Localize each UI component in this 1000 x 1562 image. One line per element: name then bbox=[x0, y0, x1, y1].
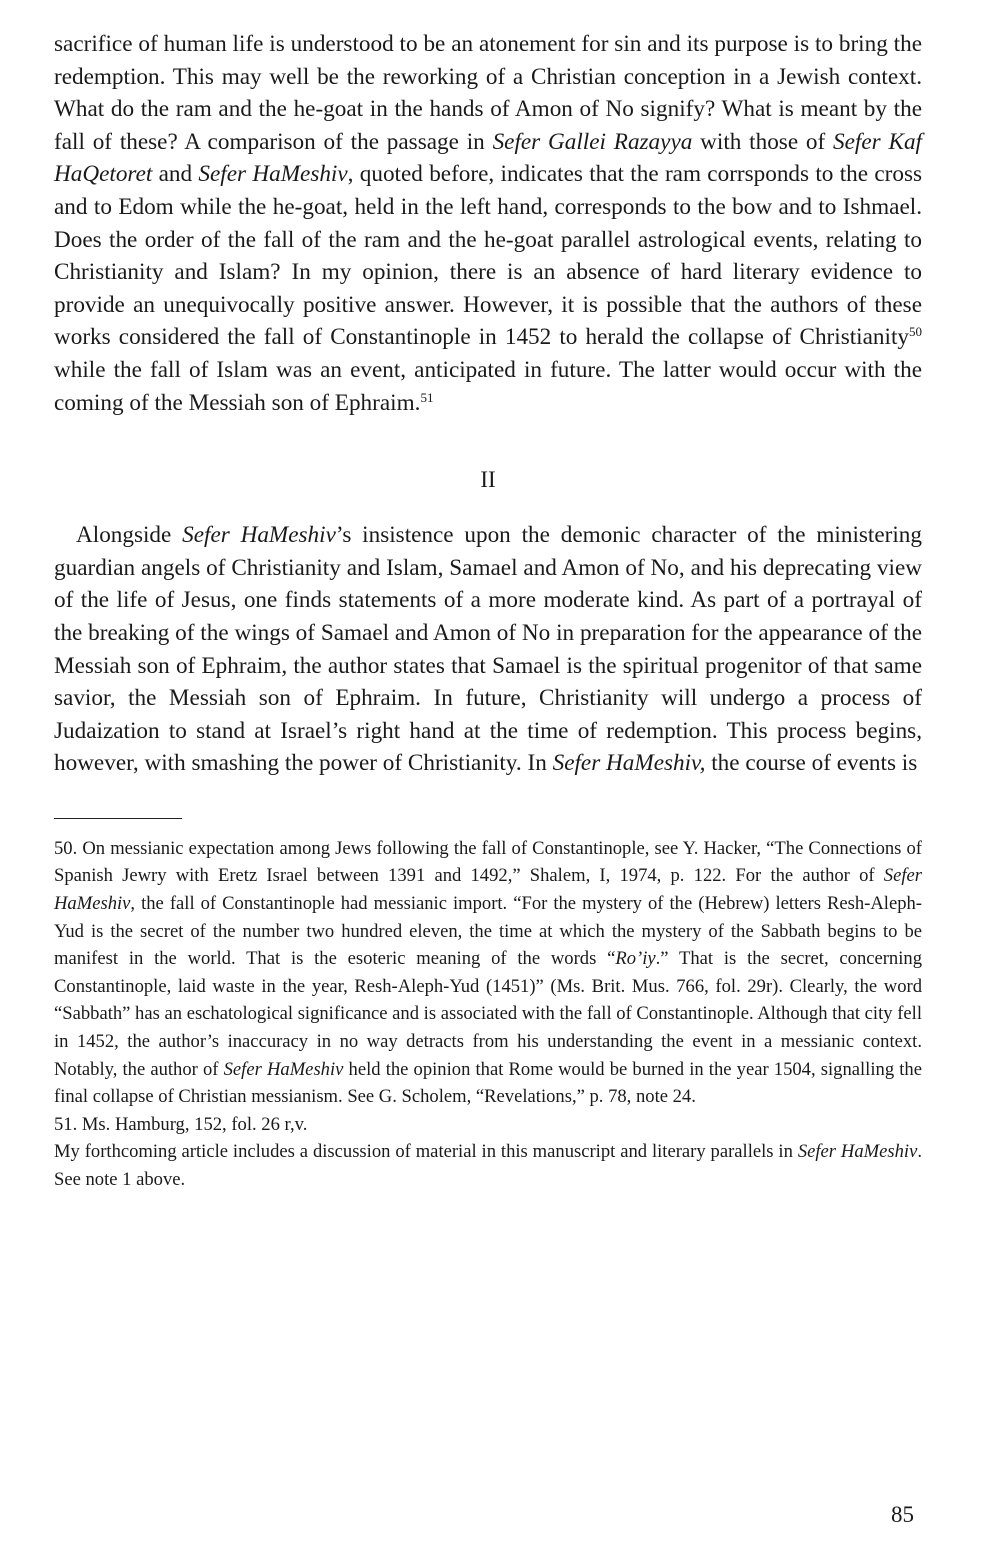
footnote-reference: 50 bbox=[909, 324, 922, 340]
italic-title: Sefer HaMeshiv bbox=[223, 1058, 344, 1080]
text-run: 51. Ms. Hamburg, 152, fol. 26 r,v. bbox=[54, 1113, 308, 1135]
footnote-51-continuation bbox=[54, 1138, 922, 1193]
text-run: .” That is the secret, concerning Constantinople, laid waste in the year, Resh-Aleph-Yud (1451)” (Ms. Brit. Mus. 766, fol. 29r). Clearly, the word “Sabbath” has an eschatological significance and is associated with the fall of Constantinople. Although that city fell in 1452, the author’s inaccuracy in no way detracts from his understanding the event in a messianic context. Notably, the author of bbox=[54, 948, 922, 1080]
text-run: Alongside bbox=[76, 522, 183, 549]
page-number: 85 bbox=[891, 1502, 914, 1527]
footnote-separator bbox=[54, 818, 182, 819]
italic-title: Ro’iy bbox=[615, 948, 656, 970]
footnote-50 bbox=[54, 835, 922, 1111]
italic-title: Sefer Gallei Razayya bbox=[492, 128, 693, 155]
text-run: while the fall of Islam was an event, anticipated in future. The latter would occur with the coming of the Messiah son of Ephraim. bbox=[54, 356, 922, 416]
italic-title: Sefer HaMeshiv bbox=[182, 522, 336, 549]
text-run: and bbox=[152, 161, 199, 188]
footnote-reference: 51 bbox=[420, 389, 434, 405]
italic-title: Sefer HaMeshiv, bbox=[552, 750, 706, 777]
italic-title: Sefer HaMeshiv bbox=[198, 161, 348, 188]
footnote-51 bbox=[54, 1111, 922, 1139]
body-paragraph-2 bbox=[54, 519, 922, 780]
text-run: sacrifice of human life is understood to be an atonement for sin and its purpose is to bring the redemption. This may well be the reworking of a Christian conception in a Jewish context. What do the ram and the he-goat in the hands of Amon of No signify? What is meant by the fall of these? A comparison of the passage in bbox=[54, 31, 922, 155]
text-run: ’s insistence upon the demonic character of the ministering guardian angels of Christianity and Islam, Samael and Amon of No, and his deprecating view of the life of Jesus, one finds statements of a more moderate kind. As part of a portrayal of the breaking of the wings of Samael and Amon of No in preparation for the appearance of the Messiah son of Ephraim, the author states that Samael is the spiritual progenitor of that same savior, the Messiah son of Ephraim. In future, Christianity will undergo a process of Judaization to stand at Israel’s right hand at the time of redemption. This process begins, however, with smashing the power of Christianity. In bbox=[54, 522, 922, 777]
text-run: My forthcoming article includes a discussion of material in this manuscript and literary parallels in bbox=[54, 1141, 798, 1163]
page-body bbox=[54, 28, 922, 1194]
text-run: the course of events is bbox=[705, 750, 918, 777]
text-run: held the opinion that Rome would be burned in the year 1504, signalling the final collapse of Christian messianism. See G. Scholem, “Revelations,” p. 78, note 24. bbox=[54, 1058, 922, 1108]
text-run: , the fall of Constantinople had messianic import. “For the mystery of the (Hebrew) letters Resh-Aleph-Yud is the secret of the number two hundred eleven, the time at which the mystery of the Sabbath begins to be manifest in the world. That is the esoteric meaning of the words “ bbox=[54, 893, 922, 970]
italic-title: Sefer Kaf HaQetoret bbox=[54, 128, 922, 188]
text-run: 50. On messianic expectation among Jews following the fall of Constantinople, see Y. Hacker, “The Connections of Spanish Jewry with Eretz Israel between 1391 and 1492,” Shalem, I, 1974, p. 122. For the author of bbox=[54, 837, 922, 887]
text-run: with those of bbox=[692, 128, 834, 155]
text-run: . See note 1 above. bbox=[54, 1141, 922, 1190]
italic-title: Sefer HaMeshiv bbox=[797, 1141, 918, 1163]
italic-title: Sefer HaMeshiv bbox=[54, 865, 922, 915]
text-run: , quoted before, indicates that the ram corrsponds to the cross and to Edom while the he-goat, held in the left hand, corresponds to the bow and to Ishmael. Does the order of the fall of the ram and the he-goat parallel astrological events, relating to Christianity and Islam? In my opinion, there is an absence of hard literary evidence to provide an unequivocally positive answer. However, it is possible that the authors of these works considered the fall of Constantinople in 1452 to herald the collapse of Christianity bbox=[54, 161, 922, 351]
body-paragraph-1 bbox=[54, 28, 922, 419]
section-heading: II bbox=[480, 467, 496, 493]
